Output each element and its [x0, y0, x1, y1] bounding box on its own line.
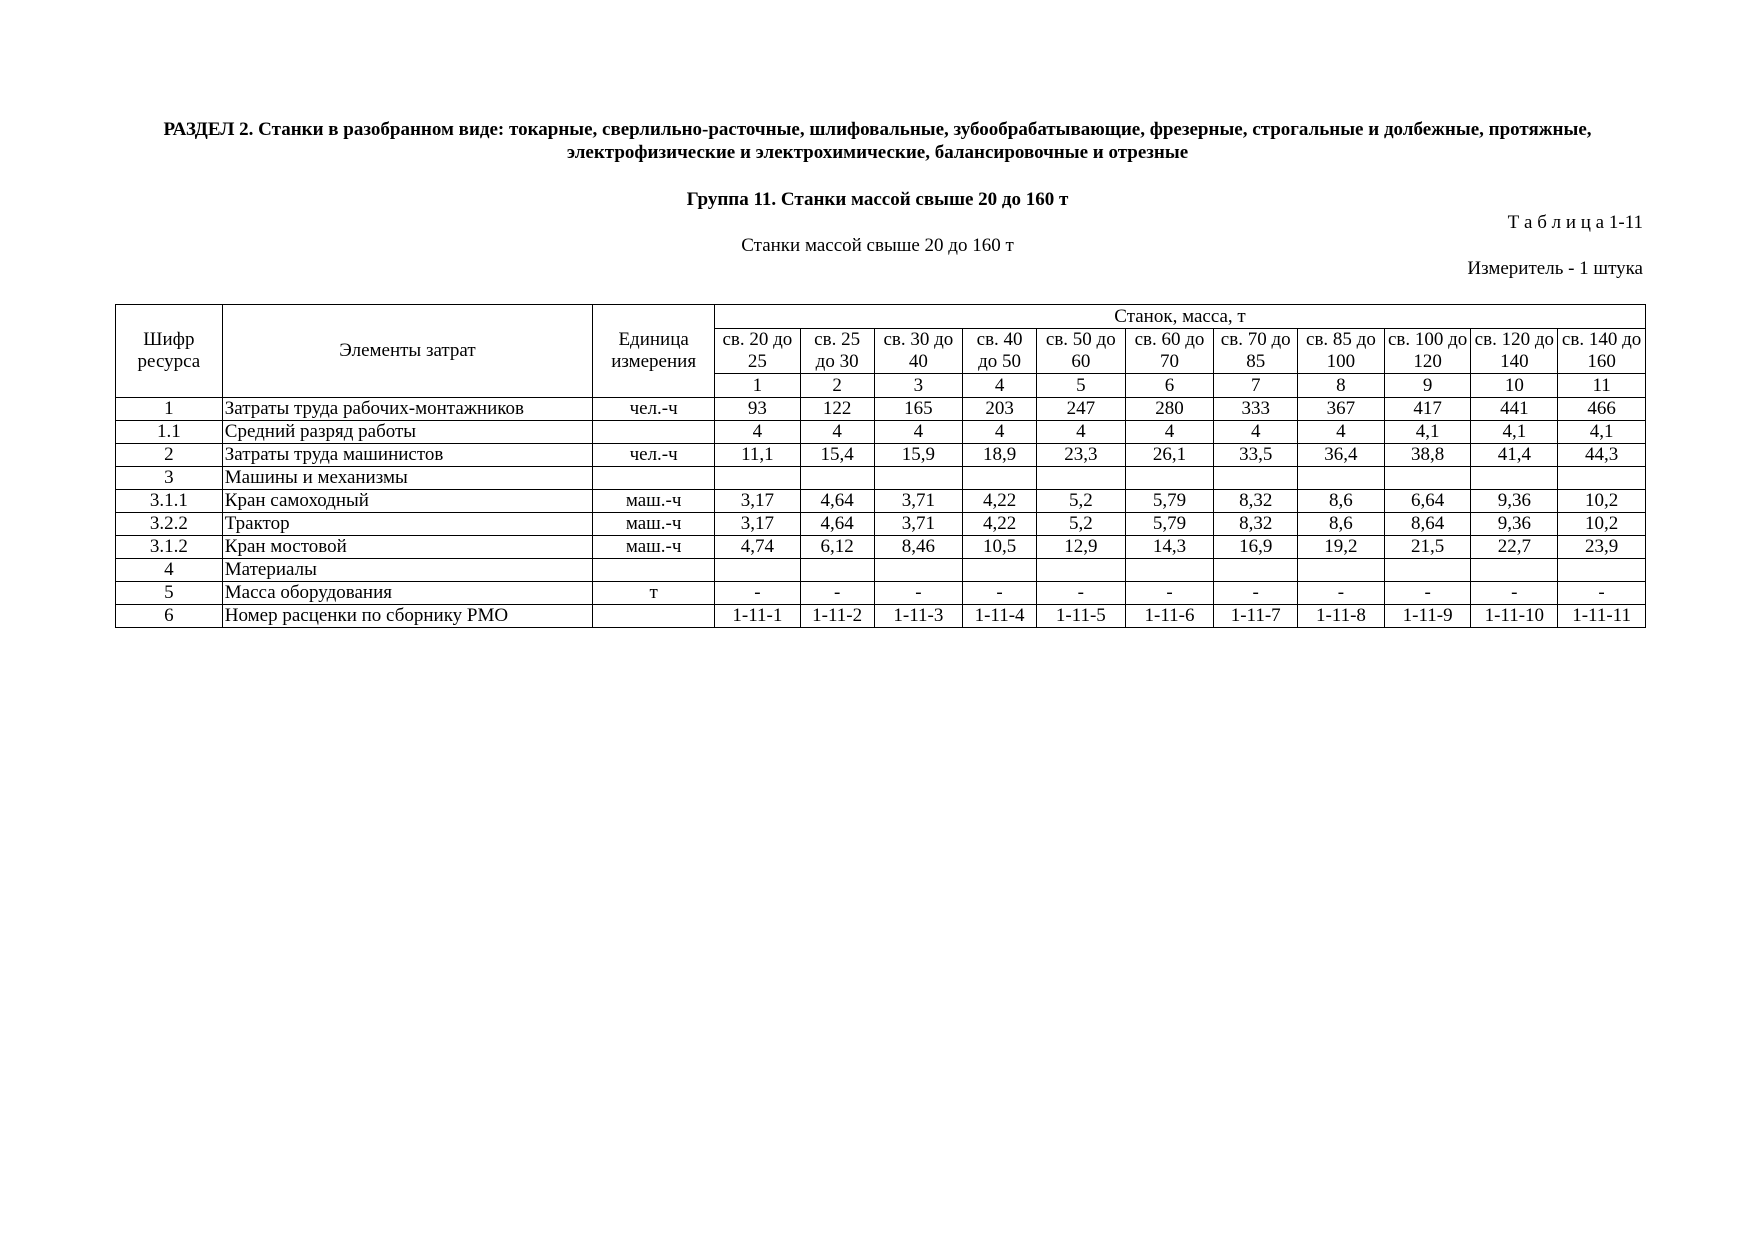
- header-mass-range: св. 70 до 85: [1214, 329, 1298, 374]
- cell-element-name: Машины и механизмы: [222, 467, 592, 490]
- cell-value: -: [1558, 582, 1646, 605]
- cell-value: 367: [1298, 398, 1385, 421]
- cell-value: -: [1384, 582, 1471, 605]
- cell-unit: маш.-ч: [593, 536, 715, 559]
- cell-value: 4,64: [800, 490, 874, 513]
- cell-value: 22,7: [1471, 536, 1558, 559]
- table-body: [116, 398, 1646, 628]
- cell-value: 9,36: [1471, 490, 1558, 513]
- cell-value: 165: [874, 398, 963, 421]
- table-row: [116, 605, 1646, 628]
- cell-code: 3: [116, 467, 223, 490]
- cell-value: 4: [1125, 421, 1214, 444]
- header-column-number: 10: [1471, 374, 1558, 398]
- cell-code: 2: [116, 444, 223, 467]
- cell-value: 9,36: [1471, 513, 1558, 536]
- cell-element-name: Масса оборудования: [222, 582, 592, 605]
- cell-code: 6: [116, 605, 223, 628]
- cell-value: -: [715, 582, 801, 605]
- cell-value: 12,9: [1036, 536, 1125, 559]
- cell-value: 280: [1125, 398, 1214, 421]
- cell-value: [1558, 467, 1646, 490]
- cell-value: [874, 467, 963, 490]
- table-caption: Станки массой свыше 20 до 160 т: [741, 235, 1014, 256]
- header-mass-range: св. 20 до 25: [715, 329, 801, 374]
- cell-value: 15,4: [800, 444, 874, 467]
- cell-value: 1-11-11: [1558, 605, 1646, 628]
- cell-value: 38,8: [1384, 444, 1471, 467]
- header-mass-range: св. 50 до 60: [1036, 329, 1125, 374]
- cell-unit: т: [593, 582, 715, 605]
- cell-value: 1-11-8: [1298, 605, 1385, 628]
- cell-value: 93: [715, 398, 801, 421]
- cell-value: 122: [800, 398, 874, 421]
- cell-value: 23,9: [1558, 536, 1646, 559]
- cell-value: 8,32: [1214, 490, 1298, 513]
- cell-value: [1384, 559, 1471, 582]
- cell-value: [1214, 559, 1298, 582]
- cell-value: 1-11-3: [874, 605, 963, 628]
- cell-value: -: [1036, 582, 1125, 605]
- cell-element-name: Средний разряд работы: [222, 421, 592, 444]
- cell-value: 11,1: [715, 444, 801, 467]
- header-mass-range: св. 140 до 160: [1558, 329, 1646, 374]
- cell-element-name: Номер расценки по сборнику РМО: [222, 605, 592, 628]
- cell-value: -: [874, 582, 963, 605]
- cell-value: 4: [715, 421, 801, 444]
- cell-unit: маш.-ч: [593, 490, 715, 513]
- cell-value: 26,1: [1125, 444, 1214, 467]
- cell-value: 8,6: [1298, 490, 1385, 513]
- cell-value: [1036, 559, 1125, 582]
- cell-value: 4: [1036, 421, 1125, 444]
- header-column-number: 9: [1384, 374, 1471, 398]
- cell-unit: [593, 421, 715, 444]
- cell-value: 4,1: [1384, 421, 1471, 444]
- cell-code: 5: [116, 582, 223, 605]
- header-mass-range: св. 40 до 50: [963, 329, 1037, 374]
- cell-value: 4,64: [800, 513, 874, 536]
- header-mass-range: св. 120 до 140: [1471, 329, 1558, 374]
- cell-value: 4,1: [1558, 421, 1646, 444]
- cell-value: -: [1471, 582, 1558, 605]
- cell-value: 14,3: [1125, 536, 1214, 559]
- cell-value: 5,2: [1036, 513, 1125, 536]
- header-mass-range: св. 60 до 70: [1125, 329, 1214, 374]
- header-column-number: 2: [800, 374, 874, 398]
- cell-value: 1-11-7: [1214, 605, 1298, 628]
- table-row: [116, 398, 1646, 421]
- cell-value: 5,2: [1036, 490, 1125, 513]
- cell-value: 8,6: [1298, 513, 1385, 536]
- header-mass-range: св. 30 до 40: [874, 329, 963, 374]
- cell-value: [1125, 559, 1214, 582]
- cell-value: 4: [1214, 421, 1298, 444]
- cell-value: 333: [1214, 398, 1298, 421]
- header-column-number: 11: [1558, 374, 1646, 398]
- cell-value: 5,79: [1125, 513, 1214, 536]
- cell-value: [1125, 467, 1214, 490]
- cell-value: -: [800, 582, 874, 605]
- cell-code: 3.2.2: [116, 513, 223, 536]
- table-row: [116, 513, 1646, 536]
- header-column-number: 8: [1298, 374, 1385, 398]
- cell-value: -: [963, 582, 1037, 605]
- cell-value: 4,22: [963, 513, 1037, 536]
- cell-value: 203: [963, 398, 1037, 421]
- table-row: [116, 490, 1646, 513]
- cell-element-name: Кран мостовой: [222, 536, 592, 559]
- cell-value: 44,3: [1558, 444, 1646, 467]
- cell-unit: чел.-ч: [593, 398, 715, 421]
- header-column-number: 1: [715, 374, 801, 398]
- cell-value: -: [1125, 582, 1214, 605]
- header-column-number: 3: [874, 374, 963, 398]
- cell-value: 41,4: [1471, 444, 1558, 467]
- cell-value: [715, 559, 801, 582]
- cell-value: -: [1214, 582, 1298, 605]
- cell-value: 417: [1384, 398, 1471, 421]
- cell-value: 1-11-4: [963, 605, 1037, 628]
- header-mass-range: св. 25 до 30: [800, 329, 874, 374]
- cell-value: 16,9: [1214, 536, 1298, 559]
- header-machine-mass: Станок, масса, т: [715, 305, 1646, 329]
- cell-value: 10,5: [963, 536, 1037, 559]
- cell-value: [800, 467, 874, 490]
- cell-value: 1-11-6: [1125, 605, 1214, 628]
- cell-value: 6,64: [1384, 490, 1471, 513]
- header-mass-range: св. 100 до 120: [1384, 329, 1471, 374]
- cell-value: [1036, 467, 1125, 490]
- cell-value: 3,17: [715, 490, 801, 513]
- cell-value: [1214, 467, 1298, 490]
- cell-value: 1-11-1: [715, 605, 801, 628]
- cell-value: 4: [800, 421, 874, 444]
- cell-unit: чел.-ч: [593, 444, 715, 467]
- cell-value: 36,4: [1298, 444, 1385, 467]
- table-row: [116, 444, 1646, 467]
- cell-code: 1.1: [116, 421, 223, 444]
- cell-value: 23,3: [1036, 444, 1125, 467]
- cell-value: 4: [963, 421, 1037, 444]
- cell-unit: [593, 605, 715, 628]
- cell-value: 6,12: [800, 536, 874, 559]
- header-mass-range: св. 85 до 100: [1298, 329, 1385, 374]
- cell-value: [963, 559, 1037, 582]
- cell-value: 15,9: [874, 444, 963, 467]
- section-title: РАЗДЕЛ 2. Станки в разобранном виде: токарные, сверлильно-расточные, шлифовальные, зубообрабатывающие, фрезерные, строгальные и долбежные, протяжные, электрофизические и электрохимические, балансировочные и отрезные: [163, 119, 1592, 163]
- cell-value: 10,2: [1558, 513, 1646, 536]
- header-column-number: 5: [1036, 374, 1125, 398]
- header-column-number: 7: [1214, 374, 1298, 398]
- cell-element-name: Трактор: [222, 513, 592, 536]
- cell-value: 466: [1558, 398, 1646, 421]
- cell-value: 1-11-9: [1384, 605, 1471, 628]
- cell-value: 33,5: [1214, 444, 1298, 467]
- table-row: [116, 582, 1646, 605]
- table-row: [116, 467, 1646, 490]
- cell-value: 1-11-5: [1036, 605, 1125, 628]
- cell-value: 441: [1471, 398, 1558, 421]
- cost-table: [115, 304, 1646, 628]
- cell-value: 8,46: [874, 536, 963, 559]
- table-row: [116, 421, 1646, 444]
- header-column-number: 6: [1125, 374, 1214, 398]
- cell-value: 4,22: [963, 490, 1037, 513]
- cell-code: 4: [116, 559, 223, 582]
- cell-value: 8,64: [1384, 513, 1471, 536]
- cell-value: 18,9: [963, 444, 1037, 467]
- cell-value: [1471, 559, 1558, 582]
- cell-value: 4: [874, 421, 963, 444]
- cell-element-name: Затраты труда рабочих-монтажников: [222, 398, 592, 421]
- cell-value: [1384, 467, 1471, 490]
- cell-code: 3.1.2: [116, 536, 223, 559]
- cell-value: [1471, 467, 1558, 490]
- cell-value: [963, 467, 1037, 490]
- table-row: [116, 559, 1646, 582]
- cell-value: 4,1: [1471, 421, 1558, 444]
- table-header: [116, 305, 1646, 398]
- table-row: [116, 536, 1646, 559]
- header-column-number: 4: [963, 374, 1037, 398]
- header-unit: Единица измерения: [593, 305, 715, 398]
- cell-value: 19,2: [1298, 536, 1385, 559]
- table-number: Т а б л и ц а 1-11: [1507, 212, 1643, 233]
- header-code: Шифр ресурса: [116, 305, 223, 398]
- cell-value: 1-11-10: [1471, 605, 1558, 628]
- cell-value: 1-11-2: [800, 605, 874, 628]
- cell-unit: [593, 559, 715, 582]
- cell-value: 5,79: [1125, 490, 1214, 513]
- cell-value: [1298, 559, 1385, 582]
- cell-element-name: Кран самоходный: [222, 490, 592, 513]
- cell-value: -: [1298, 582, 1385, 605]
- meter-label: Измеритель - 1 штука: [1467, 258, 1643, 279]
- cell-value: 3,71: [874, 513, 963, 536]
- cell-unit: [593, 467, 715, 490]
- cell-value: 3,71: [874, 490, 963, 513]
- cell-value: [874, 559, 963, 582]
- cell-value: 10,2: [1558, 490, 1646, 513]
- cell-value: [1298, 467, 1385, 490]
- cell-value: [800, 559, 874, 582]
- cell-value: 247: [1036, 398, 1125, 421]
- cell-value: 3,17: [715, 513, 801, 536]
- cell-code: 3.1.1: [116, 490, 223, 513]
- cell-code: 1: [116, 398, 223, 421]
- cell-value: 8,32: [1214, 513, 1298, 536]
- group-title: Группа 11. Станки массой свыше 20 до 160 т: [686, 189, 1069, 210]
- cell-element-name: Затраты труда машинистов: [222, 444, 592, 467]
- cell-unit: маш.-ч: [593, 513, 715, 536]
- cell-element-name: Материалы: [222, 559, 592, 582]
- cell-value: 4: [1298, 421, 1385, 444]
- cell-value: [715, 467, 801, 490]
- cell-value: 21,5: [1384, 536, 1471, 559]
- cell-value: 4,74: [715, 536, 801, 559]
- cell-value: [1558, 559, 1646, 582]
- header-elements: Элементы затрат: [222, 305, 592, 398]
